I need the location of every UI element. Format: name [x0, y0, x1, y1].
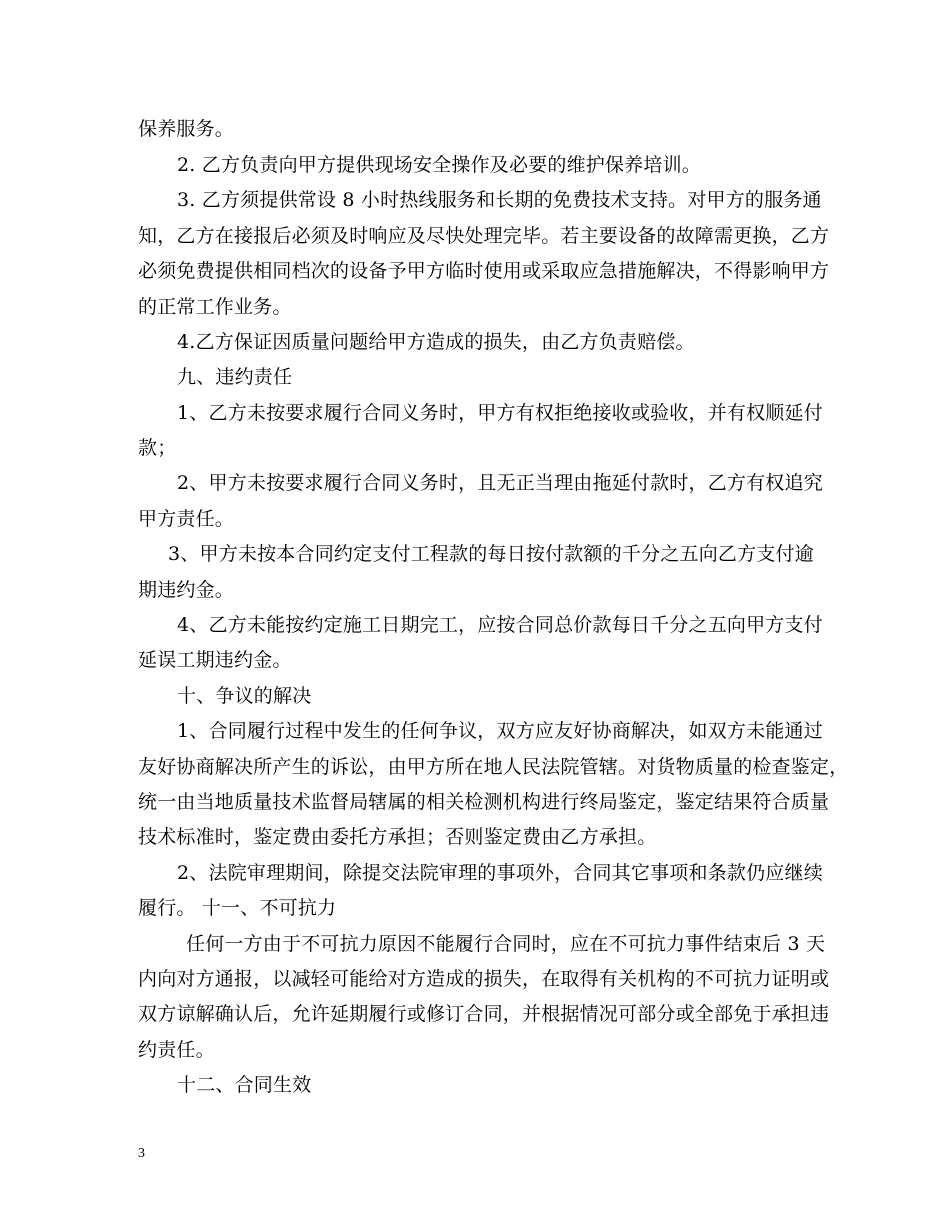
text-line: 保养服务。: [138, 118, 235, 140]
text-line: 统一由当地质量技术监督局辖属的相关检测机构进行终局鉴定，鉴定结果符合质量: [138, 791, 830, 813]
text-line: 2、甲方未按要求履行合同义务时，且无正当理由拖延付款时，乙方有权追究: [177, 472, 823, 494]
text-line: 友好协商解决所产生的诉讼，由甲方所在地人民法院管辖。对货物质量的检查鉴定，: [138, 756, 849, 778]
text-line: 1、合同履行过程中发生的任何争议，双方应友好协商解决，如双方未能通过: [177, 720, 823, 742]
text-line: 知，乙方在接报后必须及时响应及尽快处理完毕。若主要设备的故障需更换，乙方: [138, 225, 830, 247]
section-heading: 九、违约责任: [177, 366, 293, 388]
text-line: 期违约金。: [138, 579, 235, 601]
section-heading: 十、争议的解决: [177, 685, 312, 707]
page-number: 3: [138, 1146, 145, 1161]
text-line: 内向对方通报，以减轻可能给对方造成的损失，在取得有关机构的不可抗力证明或: [138, 968, 830, 990]
text-line: 任何一方由于不可抗力原因不能履行合同时，应在不可抗力事件结束后 3 天: [186, 933, 826, 955]
text-line: 4.乙方保证因质量问题给甲方造成的损失，由乙方负责赔偿。: [177, 331, 695, 353]
text-line: 技术标准时，鉴定费由委托方承担；否则鉴定费由乙方承担。: [138, 826, 657, 848]
text-line: 4、乙方未能按约定施工日期完工，应按合同总价款每日千分之五向甲方支付: [177, 614, 823, 636]
text-line: 款；: [138, 437, 177, 459]
text-line: 双方谅解确认后，允许延期履行或修订合同，并根据情况可部分或全部免于承担违: [138, 1003, 830, 1025]
text-line: 1、乙方未按要求履行合同义务时，甲方有权拒绝接收或验收，并有权顺延付: [177, 402, 823, 424]
text-line: 的正常工作业务。: [138, 296, 292, 318]
section-heading: 十二、合同生效: [177, 1074, 312, 1096]
text-line: 约责任。: [138, 1039, 215, 1061]
text-line: 2、法院审理期间，除提交法院审理的事项外，合同其它事项和条款仍应继续: [177, 862, 823, 884]
text-line: 履行。 十一、不可抗力: [138, 897, 337, 919]
text-line: 必须免费提供相同档次的设备予甲方临时使用或采取应急措施解决，不得影响甲方: [138, 260, 830, 282]
text-line: 3. 乙方须提供常设 8 小时热线服务和长期的免费技术支持。对甲方的服务通: [177, 189, 822, 211]
text-line: 甲方责任。: [138, 508, 235, 530]
text-line: 延误工期违约金。: [138, 649, 292, 671]
text-line: 2. 乙方负责向甲方提供现场安全操作及必要的维护保养培训。: [177, 154, 701, 176]
text-line: 3、甲方未按本合同约定支付工程款的每日按付款额的千分之五向乙方支付逾: [168, 543, 814, 565]
